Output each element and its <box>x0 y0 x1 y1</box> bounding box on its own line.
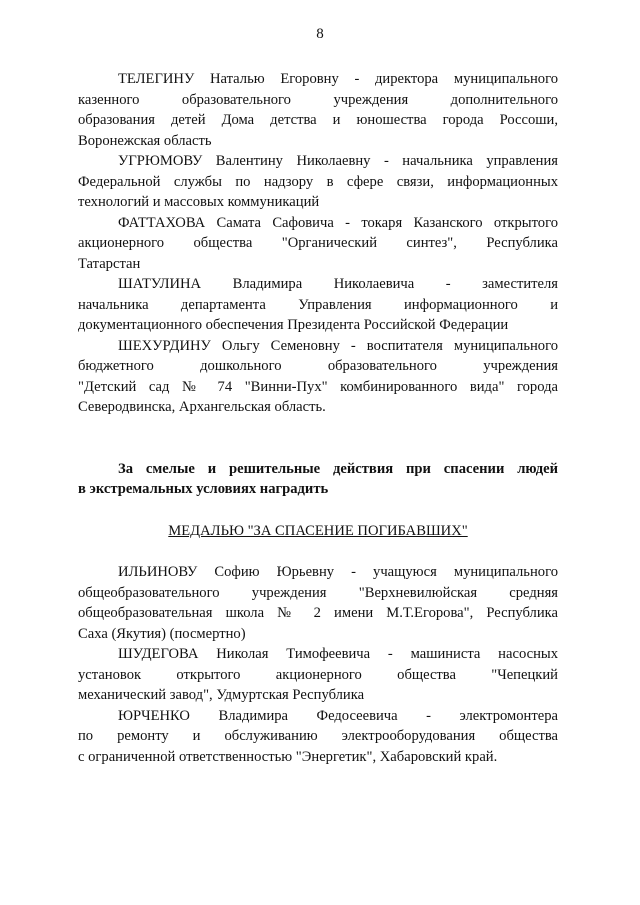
text-line: Саха (Якутия) (посмертно) <box>78 625 246 642</box>
award-entry <box>78 644 558 706</box>
text-line: Федеральной службы по надзору в сфере связи, информационных <box>78 173 558 190</box>
spacer <box>78 541 558 562</box>
award-entry <box>78 213 558 275</box>
document-body <box>78 69 558 767</box>
text-line: с ограниченной ответственностью "Энергетик", Хабаровский край. <box>78 748 498 765</box>
award-entry <box>78 562 558 644</box>
text-line: Воронежская область <box>78 132 212 149</box>
text-line: документационного обеспечения Президента Российской Федерации <box>78 317 509 333</box>
page-number: 8 <box>316 26 324 42</box>
text-line: ШУДЕГОВА Николая Тимофеевича - машиниста насосных <box>118 646 558 662</box>
text-line: "Детский сад № 74 "Винни-Пух" комбинированного вида" города <box>78 378 558 395</box>
award-entry <box>78 706 558 768</box>
award-entry <box>78 151 558 213</box>
text-line: ШАТУЛИНА Владимира Николаевича - заместителя <box>118 276 558 292</box>
text-line: начальника департамента Управления информационного и <box>78 296 558 313</box>
text-line: ЮРЧЕНКО Владимира Федосеевича - электромонтера <box>118 707 558 724</box>
text-line: ШЕХУРДИНУ Ольгу Семеновну - воспитателя муниципального <box>118 337 558 354</box>
text-line: ИЛЬИНОВУ Софию Юрьевну - учащуюся муниципального <box>118 564 558 580</box>
text-line: ФАТТАХОВА Самата Сафовича - токаря Казанского открытого <box>118 214 558 231</box>
text-line: ТЕЛЕГИНУ Наталью Егоровну - директора муниципального <box>118 71 558 87</box>
heading-line: в экстремальных условиях наградить <box>78 481 329 497</box>
text-line: установок открытого акционерного общества "Чепецкий <box>78 666 558 683</box>
heading-line: За смелые и решительные действия при спасении людей <box>118 460 558 477</box>
text-line: механический завод", Удмуртская Республика <box>78 687 365 703</box>
medal-title: МЕДАЛЬЮ "ЗА СПАСЕНИЕ ПОГИБАВШИХ" <box>168 522 468 539</box>
text-line: казенного образовательного учреждения дополнительного <box>78 91 558 108</box>
text-line: общеобразовательного учреждения "Верхневилюйская средняя <box>78 584 558 601</box>
spacer <box>78 500 558 521</box>
text-line: Татарстан <box>78 255 141 272</box>
text-line: образования детей Дома детства и юношества города Россоши, <box>78 112 558 128</box>
text-line: бюджетного дошкольного образовательного учреждения <box>78 358 558 374</box>
text-line: УГРЮМОВУ Валентину Николаевну - начальника управления <box>118 153 558 169</box>
text-line: акционерного общества "Органический синтез", Республика <box>78 235 558 251</box>
text-line: по ремонту и обслуживанию электрооборудования общества <box>78 728 558 744</box>
text-line: технологий и массовых коммуникаций <box>78 194 320 210</box>
award-entry <box>78 274 558 336</box>
award-entry <box>78 69 558 151</box>
text-line: общеобразовательная школа № 2 имени М.Т.Егорова", Республика <box>78 605 558 621</box>
text-line: Северодвинска, Архангельская область. <box>78 399 326 415</box>
award-entry <box>78 336 558 418</box>
section-heading <box>78 459 558 500</box>
spacer <box>78 418 558 459</box>
